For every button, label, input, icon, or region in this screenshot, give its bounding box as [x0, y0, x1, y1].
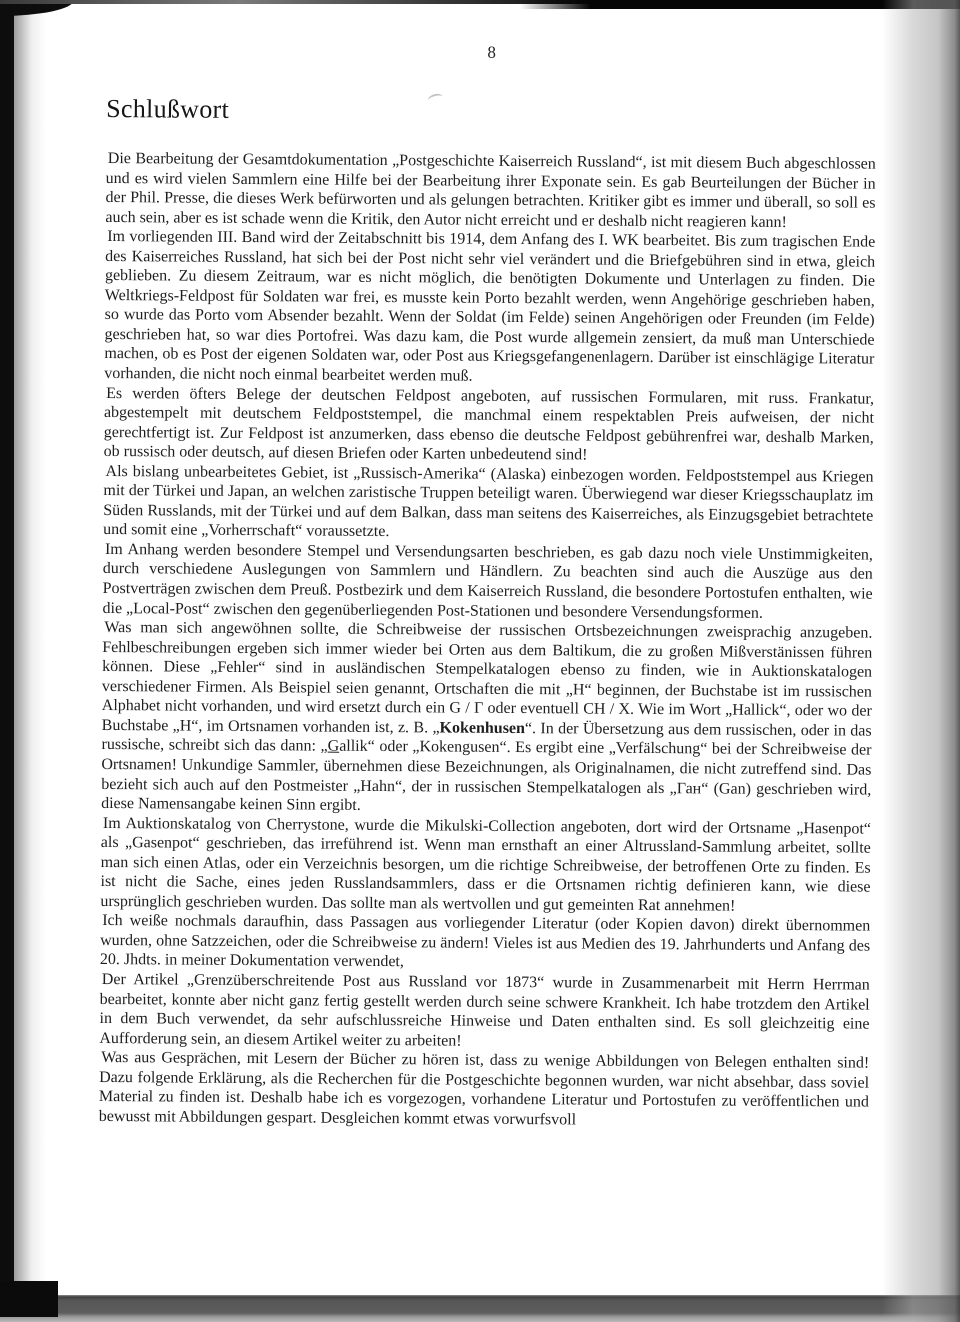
paragraph: Im Anhang werden besondere Stempel und Versendungsarten beschrieben, es gab dazu noch viele Unstimmigkeiten, durch verschiedene Auslegungen von Sammlern und Händlern. Zu beachten sind auch die Auszüge aus den Postverträgen zwischen dem Preuß. Postbezirk und dem Kaiserreich Russland, die besondere Portostufen enthalten, wie die „Local-Post“ zwischen den gegenüberliegenden Post-Stationen und besondere Versendungsformen. — [102, 540, 874, 622]
paragraph: Der Artikel „Grenzüberschreitende Post aus Russland vor 1873“ wurde in Zusammenarbeit mit Herrn Herrman bearbeitet, konnte aber nicht ganz fertig gestellt werden durch seine schwere Krankheit. Ich habe trotzdem den Artikel in dem Buch verwendet, da sehr aufschlussreiche Hinweise und Daten enthalten sind. Es soll gleichzeitig eine Aufforderung sein, an diesem Artikel weiter zu arbeiten! — [99, 970, 870, 1050]
paragraph: Ich weiße nochmals daraufhin, dass Passagen aus vorliegender Literatur (oder Kopien davon) direkt übernommen wurden, ohne Satzzeichen, oder die Schreibweise zu ändern! Vieles ist aus Medien des 19. Jahrhunderts und Anfang des 20. Jhdts. in meiner Dokumentation verwendet, — [99, 912, 871, 971]
paragraph — [101, 618, 872, 819]
scan-left-edge — [0, 0, 14, 1322]
scan-bottom-left-corner — [0, 1281, 58, 1317]
text-run: “. In der Übersetzung aus dem russischen, oder in das russische, schreibt sich das dann: „ — [101, 719, 872, 756]
scan-bottom-band — [0, 1295, 960, 1322]
paragraph: Im vorliegenden III. Band wird der Zeitabschnitt bis 1914, dem Anfang des I. WK bearbeitet. Bis zum tragischen Ende des Kaiserreiches Russland, hat sich bei der Post nicht sehr viel verändert und die Briefgebühren sind in etwa, gleich geblieben. Zu diesem Zeitraum, war es nicht möglich, die benötigten Dokumente und Unterlagen zu finden. Die Weltkriegs-Feldpost für Soldaten war frei, es musste kein Porto bezahlt werden, wenn Angehörige geschrieben haben, so wurde das Porto vom Absender bezahlt. Wenn der Soldat (im Felde) seinen Angehörigen oder Freunden (im Felde) geschrieben hat, so war dies Portofrei. Was dazu kam, die Post wurde allgemein zensiert, da muß man Unterschiede machen, ob es Post der eigenen Soldaten war, oder Post aus Kriegsgefangenenlagern. Darüber ist einschlägige Literatur vorhanden, die nicht noch einmal bearbeitet werden muß. — [104, 228, 876, 385]
scan-left-shadow — [14, 0, 46, 1322]
page-content — [99, 0, 877, 1132]
paragraph: Es werden öfters Belege der deutschen Feldpost angeboten, auf russischen Formularen, mit russ. Frankatur, abgestempelt mit deutschem Feldpoststempel, die manchmal einem respektablen Preis aufweisen, der nicht gerechtfertigt ist. Zur Feldpost ist anzumerken, dass ebenso die deutsche Feldpost gebührenfrei war, deshalb Marken, ob russisch oder deutsch, auf diesen Briefen oder Karten unbedeutend sind! — [103, 384, 875, 464]
scan-right-gutter-shadow — [882, 0, 960, 1322]
paragraph: Die Bearbeitung der Gesamtdokumentation „Postgeschichte Kaiserreich Russland“, ist mit diesem Buch abgeschlossen und es wird vielen Sammlern eine Hilfe bei der Bearbeitung ihrer Exponate sein. Es gab Beurteilungen der Bücher in der Phil. Presse, die dieses Werk befürworten und als gelungen betrachten. Kritiker gibt es immer und überall, so soll es auch sein, aber es ist schade wenn die Kritik, den Autor nicht erreicht und er deshalb nicht reagieren kann! — [105, 150, 876, 231]
text-run: allik“ oder „Kokengusen“. Es ergibt eine „Verfälschung“ bei der Schreibweise der Ortsnamen! Unkundige Sammler, übernehmen diese Bezeichnungen, als Originalnamen, die nicht zutreffend sind. Das bezieht sich auch auf den Postmeister „Hahn“, der in russischen Stempelkatalogen als „Ган“ (Gan) geschrieben wird, diese Namensangabe keinen Sinn ergibt. — [101, 738, 872, 814]
paragraph: Im Auktionskatalog von Cherrystone, wurde die Mikulski-Collection angeboten, dort wird der Ortsname „Hasenpot“ als „Gasenpot“ geschrieben, das irreführend ist. Wenn man ernsthaft an einer Altrussland-Sammlung arbeitet, sollte man sich einen Atlas, oder ein Verzeichnis besorgen, um die richtige Schreibweise, der betroffenen Orte zu finden. Es ist nicht die Sache, eines jeden Russlandsammlers, dass er die Ortsnamen richtig definieren kann, wie diese ursprünglich geschrieben wurden. Das sollte man als wertvollen und gut gemeinten Rat annehmen! — [100, 814, 872, 915]
page-number: 8 — [487, 42, 496, 62]
chapter-heading: Schlußwort — [106, 93, 230, 124]
paragraph: Als bislang unbearbeitetes Gebiet, ist „Russisch-Amerika“ (Alaska) einbezogen worden. Feldpoststempel aus Kriegen mit der Türkei und Japan, an welchen zaristische Truppen beteiligt waren. Überwiegend war dieser Kriegsschauplatz im Süden Russlands, mit der Türkei und auf dem Balkan, dass man seitens des Kaiserreiches, als Einzugsgebiet betrachtete und somit eine „Vorherrschaft“ voraussetzte. — [103, 462, 874, 541]
underlined-letter: G — [327, 738, 340, 756]
paragraph: Was aus Gesprächen, mit Lesern der Bücher zu hören ist, dass zu wenige Abbildungen von Belegen enthalten sind! Dazu folgende Erklärung, als die Recherchen für die Postgeschichte begonnen wurden, war nicht absehbar, dass soviel Material zu finden ist. Deshalb habe ich es vorgezogen, vorhandene Literatur und Portostufen zu veröffentlichen und bewusst mit Abbildungen gespart. Desgleichen kommt etwas vorwurfsvoll — [98, 1049, 870, 1129]
text-run: Was man sich angewöhnen sollte, die Schreibweise der russischen Ortsbezeichnungen zweisprachig anzugeben. Fehlbeschreibungen ergeben sich immer wieder bei Orten aus dem Baltikum, die zu großen Mißverstänissen führen können. Diese „Fehler“ sind in ausländischen Stempelkatalogen ebenso zu finden, wie in Auktionskatalogen verschiedener Firmen. Als Beispiel seien genannt, Ortschaften die mit „H“ beginnen, der Buchstabe ist im russischen Alphabet nicht vorhanden, und wird ersetzt durch ein G / Г oder eventuell CH / X. Wie im Wort „Hallick“, oder wo der Buchstabe „H“, im Ortsnamen vorhanden ist, z. B. „ — [101, 619, 873, 737]
bold-place-name: Kokenhusen — [439, 719, 526, 737]
document-body — [99, 149, 876, 1132]
